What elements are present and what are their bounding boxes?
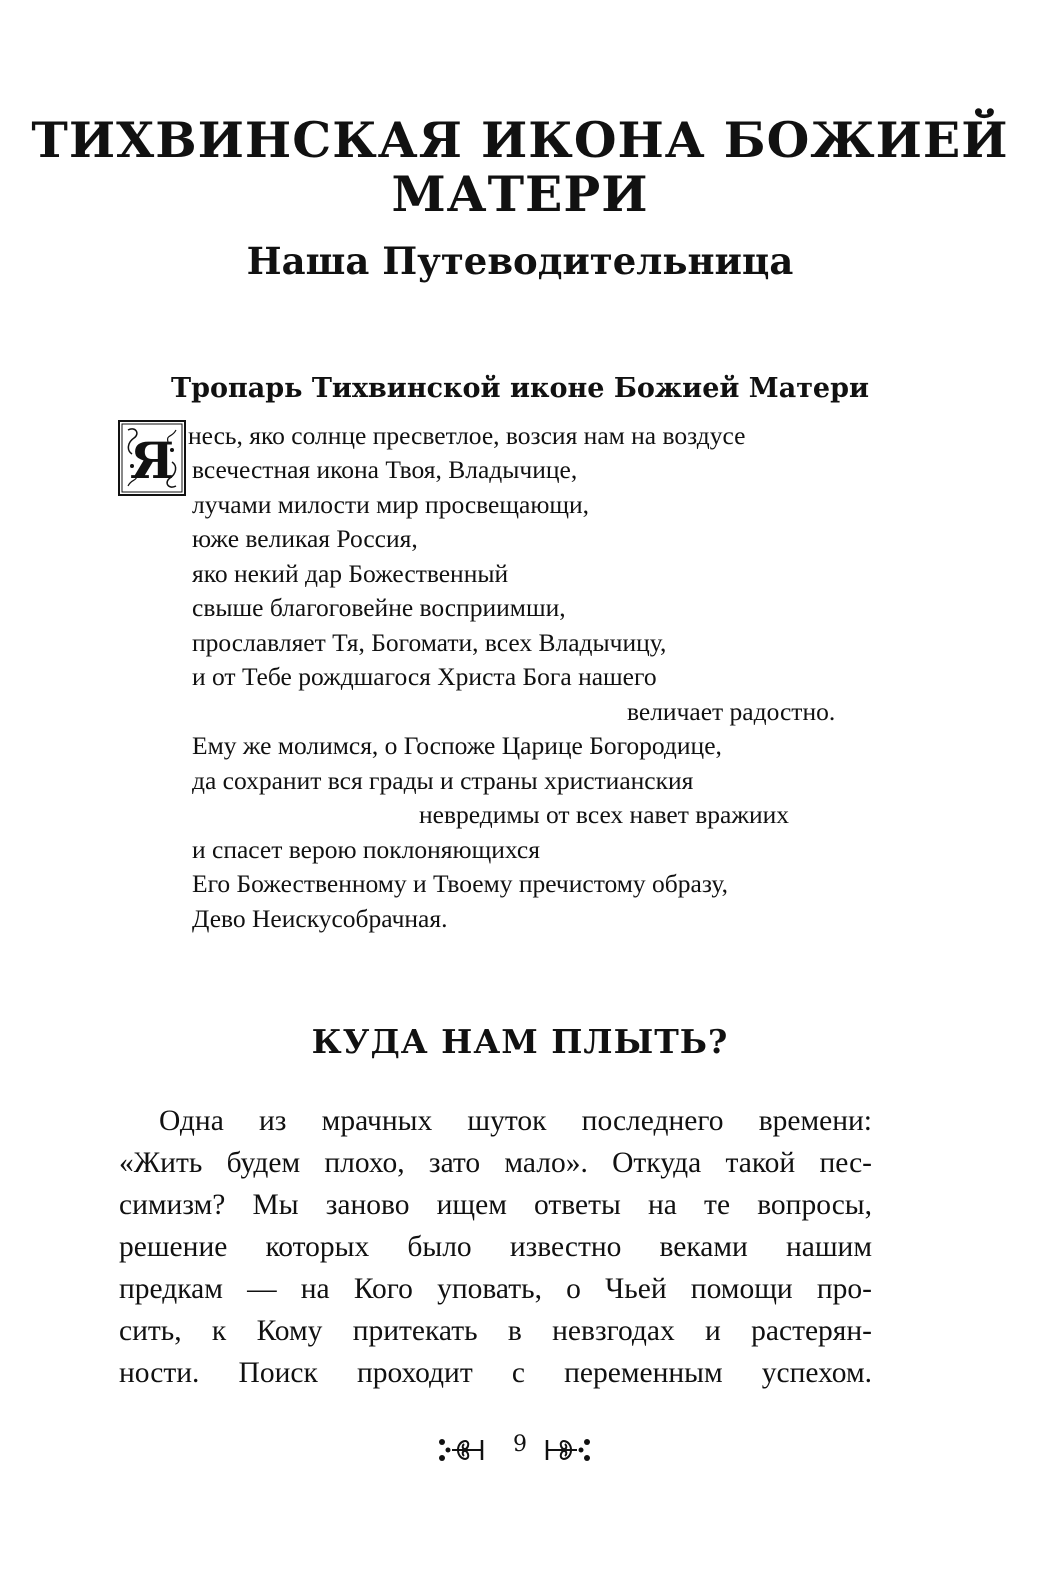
- verse-line: Ему же молимся, о Госпоже Царице Богородице,: [192, 731, 722, 760]
- verse-line: всечестная икона Твоя, Владычице,: [192, 455, 578, 484]
- verse-line: и от Тебе рождшагося Христа Бога нашего: [192, 662, 657, 691]
- verse-line: яко некий дар Божественный: [192, 559, 509, 588]
- body-line: Одна из мрачных шуток последнего времени:: [159, 1105, 872, 1137]
- verse-line: свыше благоговейне восприимши,: [192, 593, 566, 622]
- body-line: решение которых было известно веками нашим: [119, 1231, 872, 1263]
- page-footer: [0, 1420, 1040, 1480]
- troparion-verse: [0, 423, 1040, 943]
- body-line: ности. Поиск проходит с переменным успехом.: [119, 1357, 872, 1389]
- verse-line: прославляет Тя, Богомати, всех Владычицу,: [192, 628, 667, 657]
- verse-line: и спасет верою поклоняющихся: [192, 835, 540, 864]
- left-ornament-icon: [436, 1430, 486, 1470]
- verse-line: невредимы от всех навет вражиих: [419, 800, 790, 829]
- verse-line: величает радостно.: [627, 697, 836, 726]
- verse-line: несь, яко солнце пресветлое, возсия нам на воздусе: [188, 421, 746, 450]
- troparion-heading: Тропарь Тихвинской иконе Божией Матери: [170, 373, 870, 404]
- right-ornament-icon: [543, 1430, 593, 1470]
- dropcap-letter: Я: [129, 431, 175, 490]
- body-line: предкам — на Кого уповать, о Чьей помощи про-: [119, 1273, 872, 1305]
- page-subtitle: Наша Путеводительница: [246, 239, 794, 283]
- body-line: сить, к Кому притекать в невзгодах и растерян-: [119, 1315, 872, 1347]
- page-title-line-1: ТИХВИНСКАЯ ИКОНА БОЖИЕЙ: [31, 111, 1009, 169]
- page-title-line-2: МАТЕРИ: [391, 165, 649, 223]
- section-heading: КУДА НАМ ПЛЫТЬ?: [311, 1022, 729, 1061]
- body-line: «Жить будем плохо, зато мало». Откуда такой пес-: [119, 1147, 872, 1179]
- page-number: 9: [513, 1432, 527, 1457]
- body-paragraph: [119, 1100, 872, 1394]
- verse-line: юже великая Россия,: [192, 524, 418, 553]
- verse-line: Дево Неискусобрачная.: [192, 904, 448, 933]
- verse-line: Его Божественному и Твоему пречистому образу,: [192, 869, 728, 898]
- body-line: симизм? Мы заново ищем ответы на те вопросы,: [119, 1189, 872, 1221]
- verse-line: да сохранит вся грады и страны христианския: [192, 766, 694, 795]
- verse-line: лучами милости мир просвещающи,: [192, 490, 590, 519]
